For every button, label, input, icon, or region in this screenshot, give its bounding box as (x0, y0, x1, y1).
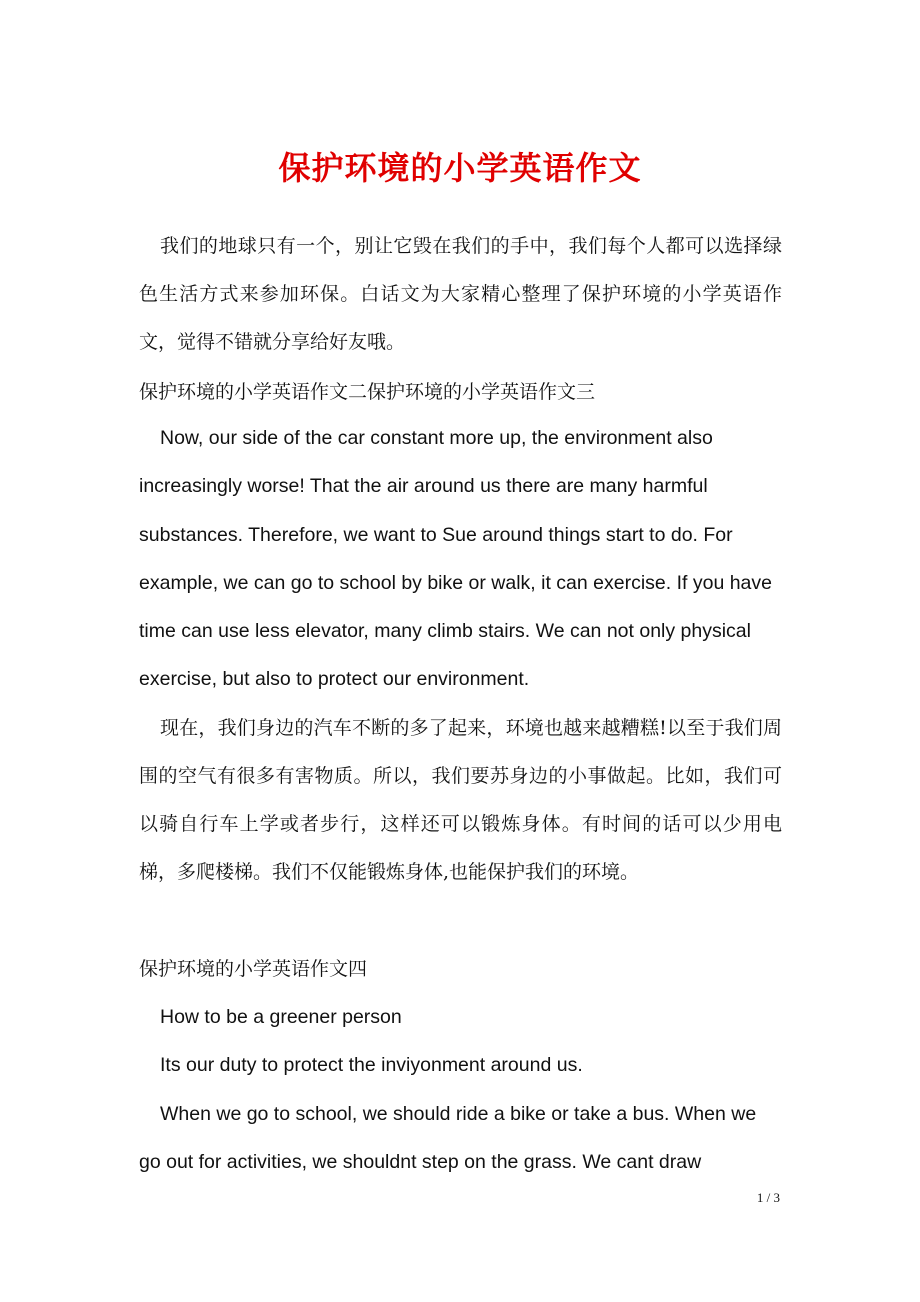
heading-block-1 (139, 370, 782, 414)
essay-2-paragraph-2: When we go to school, we should ride a bike or take a bus. When we go out for activities, we shouldnt step on the grass. We cant draw (139, 1102, 757, 1173)
english-essay-1-block (139, 414, 782, 704)
chinese-essay-paragraph-1: 现在，我们身边的汽车不断的多了起来，环境也越来越糟糕!以至于我们周围的空气有很多有害物质。所以，我们要苏身边的小事做起。比如，我们可以骑自行车上学或者步行，这样还可以锻炼身体。有时间的话可以少用电梯，多爬楼梯。我们不仅能锻炼身体,也能保护我们的环境。 (139, 717, 782, 883)
intro-paragraph: 我们的地球只有一个，别让它毁在我们的手中，我们每个人都可以选择绿色生活方式来参加环保。白话文为大家精心整理了保护环境的小学英语作文，觉得不错就分享给好友哦。 (139, 235, 782, 353)
essay-2-paragraph-1: Its our duty to protect the inviyonment around us. (160, 1054, 583, 1077)
english-essay-2-block (139, 993, 782, 1186)
essay-2-title: How to be a greener person (160, 1006, 402, 1028)
english-essay-paragraph-1: Now, our side of the car constant more up, the environment also increasingly worse! That the air around us there are many harmful substances. Therefore, we want to Sue around things start to do. For example, we can go to school by bike or walk, it can exercise. If you have time can use less elevator, many climb stairs. We can not only physical exercise, but also to protect our environment. (139, 427, 772, 691)
intro-paragraph-block (139, 222, 782, 366)
chinese-essay-1-block (139, 704, 782, 896)
heading-block-2 (139, 947, 782, 991)
document-title: 保护环境的小学英语作文 (278, 149, 642, 187)
section-heading-2: 保护环境的小学英语作文四 (139, 958, 368, 980)
page-number: 1 / 3 (756, 1190, 780, 1205)
section-heading-1: 保护环境的小学英语作文二保护环境的小学英语作文三 (139, 381, 596, 403)
